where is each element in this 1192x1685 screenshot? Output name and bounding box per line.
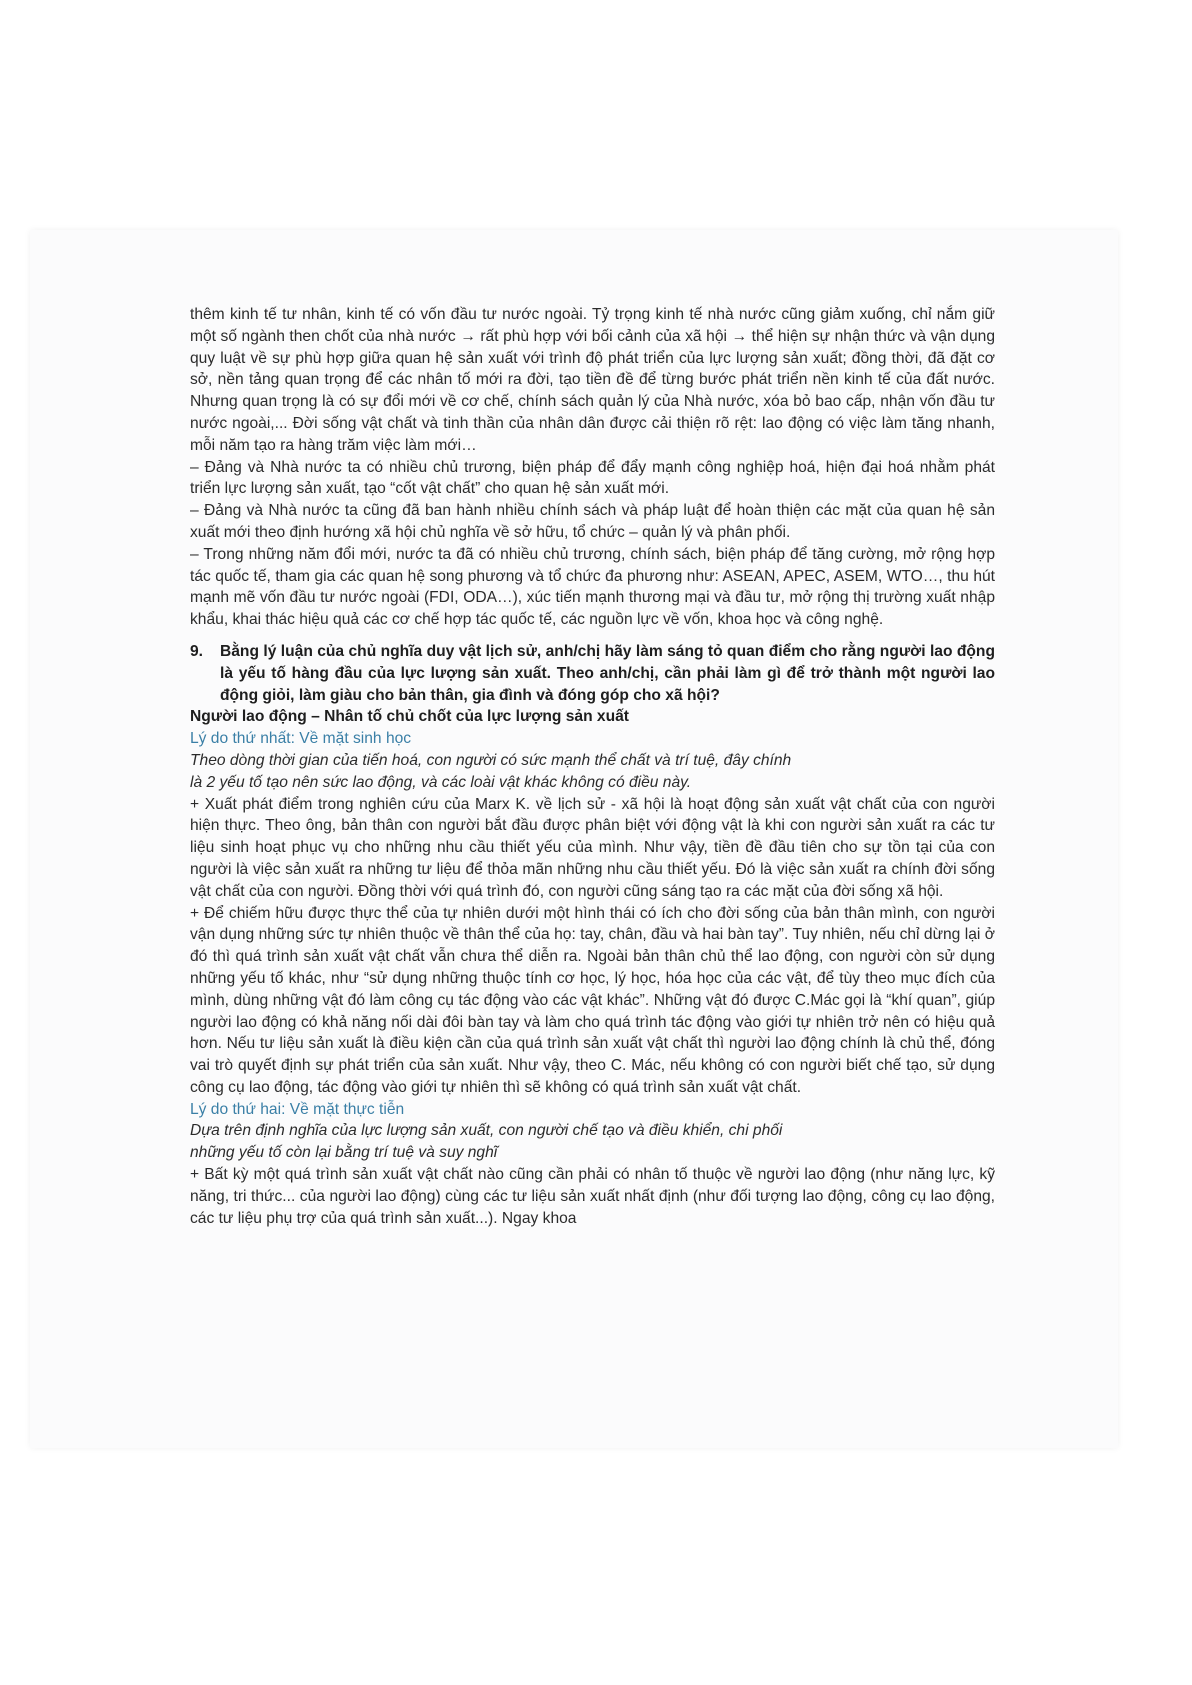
paragraph: + Để chiếm hữu được thực thể của tự nhiên dưới một hình thái có ích cho đời sống của bản thân mình, con người vận dụng những sức tự nhiên thuộc về thân thể của họ: tay, chân, đầu và hai bàn tay”. Tuy nhiên, nếu chỉ dừng lại ở đó thì quá trình sản xuất vật chất vẫn chưa thể diễn ra. Ngoài bản thân chủ thể lao động, con người còn sử dụng những yếu tố khác, như “sử dụng những thuộc tính cơ học, lý học, hóa học của các vật, để tùy theo mục đích của mình, dùng những vật đó làm công cụ tác động vào các vật khác”. Những vật đó được C.Mác gọi là “khí quan”, giúp người lao động có khả năng nối dài đôi bàn tay và làm cho quá trình tác động vào giới tự nhiên trở nên có hiệu quả hơn. Nếu tư liệu sản xuất là điều kiện cần của quá trình sản xuất vật chất thì người lao động chính là chủ thể, đóng vai trò quyết định sự phát triển của sản xuất. Như vậy, theo C. Mác, nếu không có con người biết chế tạo, sử dụng công cụ lao động, tác động vào giới tự nhiên thì sẽ không có quá trình sản xuất vật chất. <box>190 904 995 1096</box>
paragraph: + Bất kỳ một quá trình sản xuất vật chất nào cũng cần phải có nhân tố thuộc về người lao động (như năng lực, kỹ năng, tri thức... của người lao động) cùng các tư liệu sản xuất nhất định (như đối tượng lao động, công cụ lao động, các tư liệu phụ trợ của quá trình sản xuất...). Ngay khoa <box>190 1166 995 1227</box>
spacer <box>190 631 995 641</box>
italic-line: những yếu tố còn lại bằng trí tuệ và suy nghĩ <box>190 1144 498 1162</box>
paragraph: + Xuất phát điểm trong nghiên cứu của Marx K. về lịch sử - xã hội là hoạt động sản xuất vật chất của con người hiện thực. Theo ông, bản thân con người bắt đầu được phân biệt với động vật là khi con người sản xuất ra các tư liệu sinh hoạt phục vụ cho những nhu cầu thiết yếu của mình. Như vậy, tiền đề đầu tiên cho sự tồn tại của con người là việc sản xuất ra những tư liệu để thỏa mãn những nhu cầu thiết yếu. Đó là việc sản xuất ra chính đời sống vật chất của con người. Đồng thời với quá trình đó, con người cũng sáng tạo ra các mặt của đời sống xã hội. <box>190 795 995 900</box>
question-9 <box>190 641 995 706</box>
paragraph: – Đảng và Nhà nước ta có nhiều chủ trương, biện pháp để đẩy mạnh công nghiệp hoá, hiện đại hoá nhằm phát triển lực lượng sản xuất, tạo “cốt vật chất” cho quan hệ sản xuất mới. <box>190 458 995 498</box>
paragraph: – Trong những năm đổi mới, nước ta đã có nhiều chủ trương, chính sách, biện pháp để tăng cường, mở rộng hợp tác quốc tế, tham gia các quan hệ song phương và tổ chức đa phương như: ASEAN, APEC, ASEM, WTO…, thu hút mạnh mẽ vốn đầu tư nước ngoài (FDI, ODA…), xúc tiến mạnh thương mại và đầu tư, mở rộng thị trường xuất nhập khẩu, khai thác hiệu quả các cơ chế hợp tác quốc tế, các nguồn lực về vốn, khoa học và công nghệ. <box>190 545 995 629</box>
reason-2-title: Lý do thứ hai: Về mặt thực tiễn <box>190 1100 405 1118</box>
reason-1-title: Lý do thứ nhất: Về mặt sinh học <box>190 730 412 748</box>
paragraph: – Đảng và Nhà nước ta cũng đã ban hành nhiều chính sách và pháp luật để hoàn thiện các mặt của quan hệ sản xuất mới theo định hướng xã hội chủ nghĩa về sở hữu, tổ chức – quản lý và phân phối. <box>190 502 995 541</box>
reason-2-italic <box>190 1120 995 1164</box>
italic-line: Dựa trên định nghĩa của lực lượng sản xuất, con người chế tạo và điều khiển, chi phối <box>190 1122 783 1140</box>
question-text: Bằng lý luận của chủ nghĩa duy vật lịch sử, anh/chị hãy làm sáng tỏ quan điểm cho rằng người lao động là yếu tố hàng đầu của lực lượng sản xuất. Theo anh/chị, cần phải làm gì để trở thành một người lao động giỏi, làm giàu cho bản thân, gia đình và đóng góp cho xã hội? <box>220 642 995 704</box>
question-number: 9. <box>190 642 204 660</box>
italic-line: là 2 yếu tố tạo nên sức lao động, và các loài vật khác không có điều này. <box>190 773 692 791</box>
paragraph: thêm kinh tế tư nhân, kinh tế có vốn đầu tư nước ngoài. Tỷ trọng kinh tế nhà nước cũng giảm xuống, chỉ nắm giữ một số ngành then chốt của nhà nước → rất phù hợp với bối cảnh của xã hội → thể hiện sự nhận thức và vận dụng quy luật về sự phù hợp giữa quan hệ sản xuất với trình độ phát triển của lực lượng sản xuất; đồng thời, đã đặt cơ sở, nền tảng quan trọng để các nhân tố mới ra đời, tạo tiền đề để từng bước phát triển nền kinh tế của đất nước. Nhưng quan trọng là có sự đổi mới về cơ chế, chính sách quản lý của Nhà nước, xóa bỏ bao cấp, nhận vốn đầu tư nước ngoài,... Đời sống vật chất và tinh thần của nhân dân được cải thiện rõ rệt: lao động có việc làm tăng nhanh, mỗi năm tạo ra hàng trăm việc làm mới… <box>190 306 995 454</box>
reason-1-italic <box>190 750 995 794</box>
italic-line: Theo dòng thời gian của tiến hoá, con người có sức mạnh thể chất và trí tuệ, đây chính <box>190 751 792 769</box>
section-heading: Người lao động – Nhân tố chủ chốt của lực lượng sản xuất <box>190 708 629 726</box>
document-text <box>190 304 995 1229</box>
